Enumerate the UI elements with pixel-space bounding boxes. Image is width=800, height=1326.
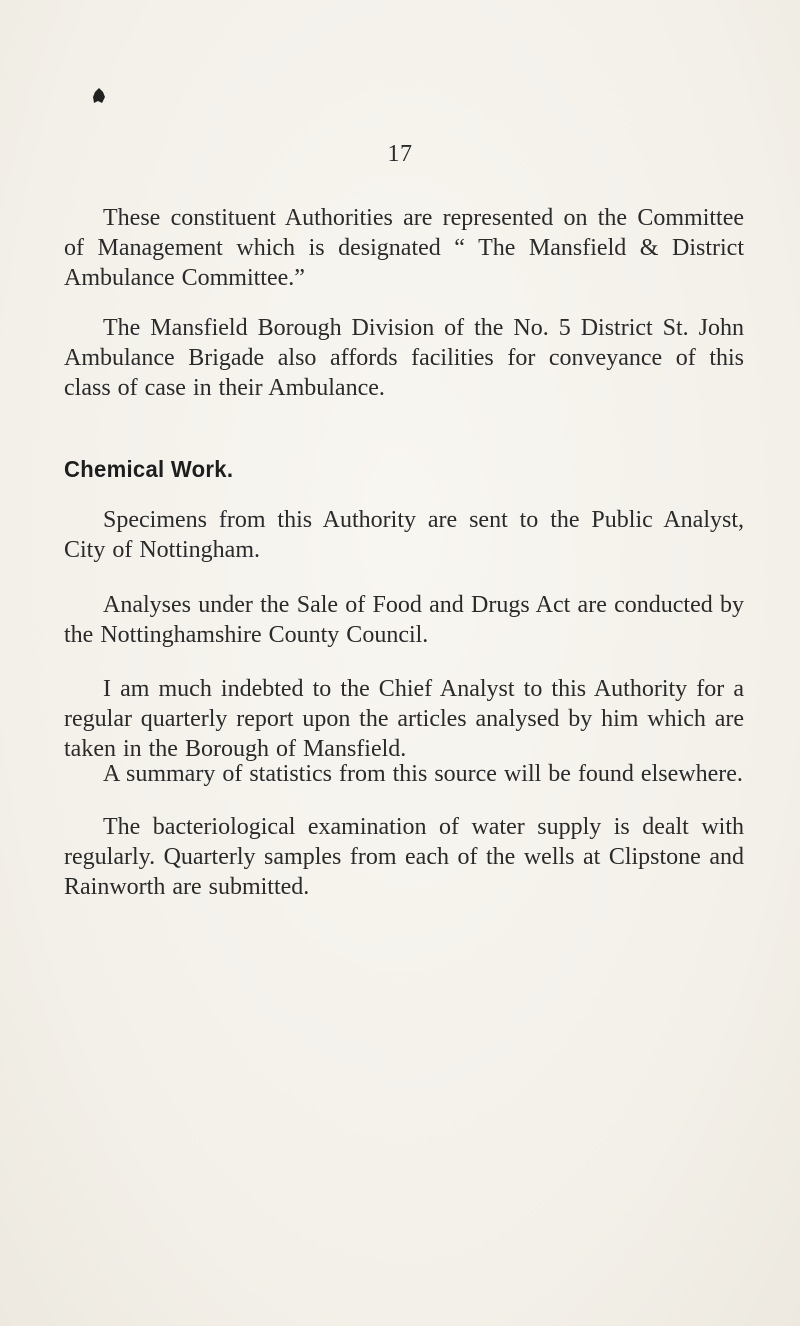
paragraph-specimens <box>64 505 744 565</box>
paragraph-text: I am much indebted to the Chief Analyst to this Authority for a regular quarterly report upon the articles analysed by him which are taken in the Borough of Mansfield. <box>64 676 744 762</box>
paragraph-summary-statistics <box>64 759 744 789</box>
paragraph-st-john-ambulance <box>64 313 744 403</box>
paragraph-analyses <box>64 590 744 650</box>
page-number: 17 <box>387 141 413 167</box>
paragraph-text: The Mansfield Borough Division of the No. 5 District St. John Ambulance Brigade also affords facilities for conveyance of this class of case in their Ambulance. <box>64 315 744 401</box>
ink-blot-icon <box>92 88 106 104</box>
section-heading-chemical-work: Chemical Work. <box>64 456 234 482</box>
paragraph-text: Specimens from this Authority are sent to the Public Analyst, City of Nottingham. <box>64 507 744 563</box>
paragraph-text: These constituent Authorities are represented on the Committee of Management which is designated “ The Mansfield & District Ambulance Committee.” <box>64 205 744 291</box>
paragraph-ambulance-committee <box>64 203 744 293</box>
paragraph-chief-analyst <box>64 674 744 764</box>
paragraph-text: The bacteriological examination of water supply is dealt with regularly. Quarterly samples from each of the wells at Clipstone and Rainworth are submitted. <box>64 814 744 900</box>
paragraph-text: Analyses under the Sale of Food and Drugs Act are conducted by the Nottinghamshire County Council. <box>64 592 744 648</box>
paragraph-text: A summary of statistics from this source will be found elsewhere. <box>103 761 743 787</box>
paragraph-bacteriological <box>64 812 744 902</box>
